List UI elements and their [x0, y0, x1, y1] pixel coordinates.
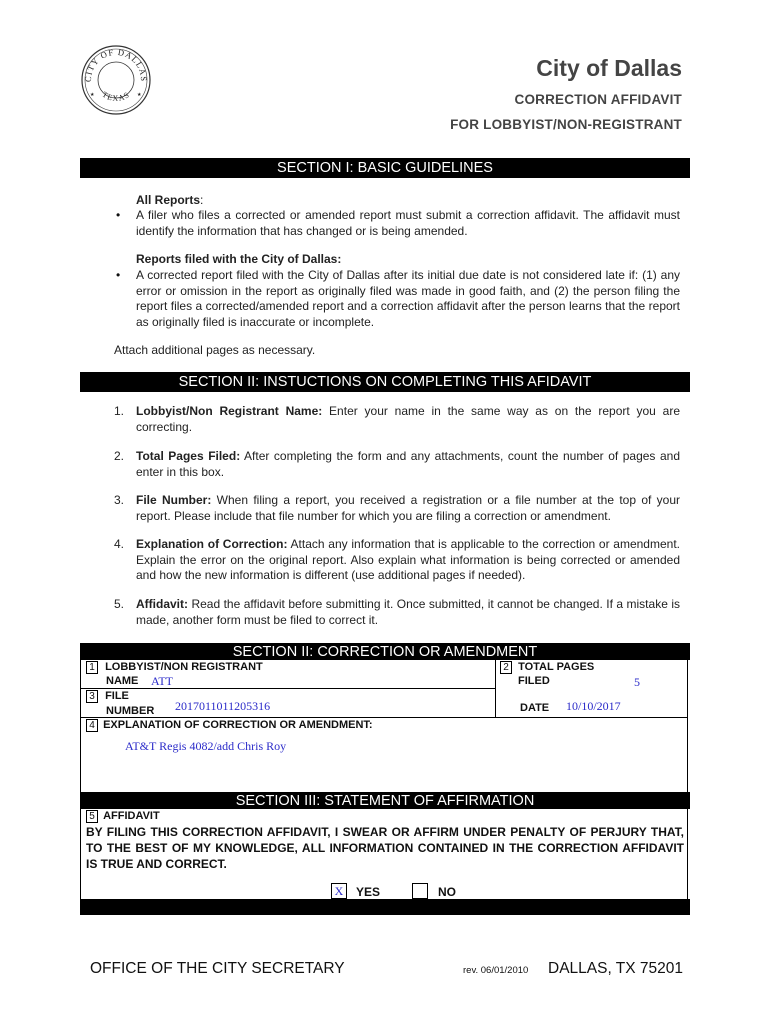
- yes-label: YES: [356, 885, 381, 899]
- field-label-affidavit: [86, 810, 160, 823]
- instruction-number: 4.: [114, 537, 125, 551]
- seal-bottom-text: TEXAS: [100, 89, 132, 103]
- field-label-name: [86, 661, 263, 674]
- field-number-2: 2: [500, 661, 512, 674]
- instruction-label: Affidavit:: [136, 597, 188, 611]
- field-number-3: 3: [86, 690, 98, 703]
- field-number-4: 4: [86, 719, 98, 732]
- field-number-1: 1: [86, 661, 98, 674]
- instruction-number: 3.: [114, 493, 125, 507]
- total-pages-label-line1: TOTAL PAGES: [518, 661, 595, 673]
- affirmation-statement: BY FILING THIS CORRECTION AFFIDAVIT, I SWEAR OR AFFIRM UNDER PENALTY OF PERJURY THAT, TO THE BEST OF MY KNOWLEDGE, ALL INFORMATION CONTAINED IN THE CORRECTION AFFIDAVIT IS TRUE AND CORRECT.: [86, 825, 684, 871]
- instruction-number: 1.: [114, 404, 125, 418]
- field-number-5: 5: [86, 810, 98, 823]
- form-subtitle-2: FOR LOBBYIST/NON-REGISTRANT: [450, 117, 682, 132]
- lobbyist-name-field[interactable]: ATT: [151, 674, 173, 688]
- instruction-number: 5.: [114, 597, 125, 611]
- bullet-1: •: [116, 208, 121, 222]
- instruction-label: Total Pages Filed:: [136, 449, 241, 463]
- city-reports-text: A corrected report filed with the City of Dallas after its initial due date is not considered late if: (1) any error or omission in the report as originally filed was made in good faith, and (2) the person filing the report files a corrected/amended report and a correction affidavit after the person learns that the report as originally filed is inaccurate or incomplete.: [136, 268, 680, 329]
- city-seal-logo: [80, 44, 152, 116]
- page-title: City of Dallas: [536, 55, 682, 81]
- instruction-text: After completing the form and any attachments, count the number of pages and enter in this box.: [136, 449, 680, 479]
- footer-revision: rev. 06/01/2010: [463, 965, 529, 976]
- instruction-label: Lobbyist/Non Registrant Name:: [136, 404, 323, 418]
- total-pages-field[interactable]: 5: [634, 675, 640, 689]
- svg-text:CITY OF DALLAS: [83, 47, 149, 82]
- field-label-total-pages: [500, 661, 594, 674]
- svg-text:★: ★: [137, 92, 142, 98]
- explanation-field[interactable]: AT&T Regis 4082/add Chris Roy: [125, 739, 287, 753]
- instruction-text: When filing a report, you received a registration or a file number at the top of your report. Please include that file number for which you are filing a correction or amendment.: [136, 493, 680, 523]
- instruction-item: [136, 597, 680, 628]
- seal-top-text: CITY OF DALLAS: [82, 46, 150, 83]
- file-label-line1: FILE: [105, 690, 129, 702]
- attach-note: Attach additional pages as necessary.: [114, 343, 316, 357]
- svg-text:TEXAS: [101, 90, 132, 103]
- field-label-file: [86, 690, 129, 703]
- footer-address: DALLAS, TX 75201: [548, 960, 683, 977]
- all-reports-text: A filer who files a corrected or amended report must submit a correction affidavit. The affidavit must identify the information that has changed or is being amended.: [136, 208, 680, 238]
- form-subtitle: CORRECTION AFFIDAVIT: [514, 92, 682, 107]
- all-reports-heading: [136, 193, 203, 209]
- city-reports-label: Reports filed with the City of Dallas:: [136, 252, 342, 266]
- total-pages-label-line2: FILED: [518, 675, 550, 687]
- affidavit-label: AFFIDAVIT: [103, 810, 160, 822]
- instruction-item: [136, 537, 680, 584]
- section1-heading: SECTION I: BASIC GUIDELINES: [80, 158, 690, 178]
- yes-checkbox[interactable]: X: [331, 883, 347, 899]
- field-label-explanation: [86, 719, 373, 732]
- section3-heading: SECTION III: STATEMENT OF AFFIRMATION: [80, 792, 690, 809]
- name-label-line1: LOBBYIST/NON REGISTRANT: [105, 661, 263, 673]
- no-label: NO: [438, 885, 456, 899]
- instruction-text: Read the affidavit before submitting it. Once submitted, it cannot be changed. If a mistake is made, another form must be filed to correct it.: [136, 597, 680, 627]
- no-checkbox[interactable]: [412, 883, 428, 899]
- file-label-line2: NUMBER: [106, 705, 155, 717]
- instruction-text: Attach any information that is applicable to the correction or amendment. Explain the error on the original report. Also explain what information is being corrected or amended and how the new information is different (use additional pages if needed).: [136, 537, 680, 582]
- name-label-line2: NAME: [106, 675, 139, 687]
- instruction-item: [136, 404, 680, 435]
- svg-text:★: ★: [90, 92, 95, 98]
- date-label: DATE: [520, 702, 550, 714]
- instruction-text: Enter your name in the same way as on the report you are correcting.: [136, 404, 680, 434]
- bullet-2: •: [116, 268, 121, 282]
- date-field[interactable]: 10/10/2017: [566, 699, 621, 713]
- footer-office: OFFICE OF THE CITY SECRETARY: [90, 960, 345, 977]
- field-divider: [80, 688, 495, 689]
- explanation-label: EXPLANATION OF CORRECTION OR AMENDMENT:: [103, 719, 373, 731]
- all-reports-colon: :: [200, 193, 204, 207]
- instruction-item: [136, 493, 680, 524]
- file-number-field[interactable]: 2017011011205316: [175, 699, 271, 713]
- all-reports-label: All Reports: [136, 193, 201, 207]
- instruction-item: [136, 449, 680, 480]
- instruction-label: File Number:: [136, 493, 212, 507]
- instruction-number: 2.: [114, 449, 125, 463]
- field-divider: [495, 660, 496, 718]
- field-divider: [80, 717, 688, 718]
- instruction-label: Explanation of Correction:: [136, 537, 288, 551]
- form-bottom-bar: [80, 899, 690, 915]
- section2-heading: SECTION II: INSTUCTIONS ON COMPLETING THIS AFIDAVIT: [80, 372, 690, 392]
- form-heading: SECTION II: CORRECTION OR AMENDMENT: [80, 643, 690, 660]
